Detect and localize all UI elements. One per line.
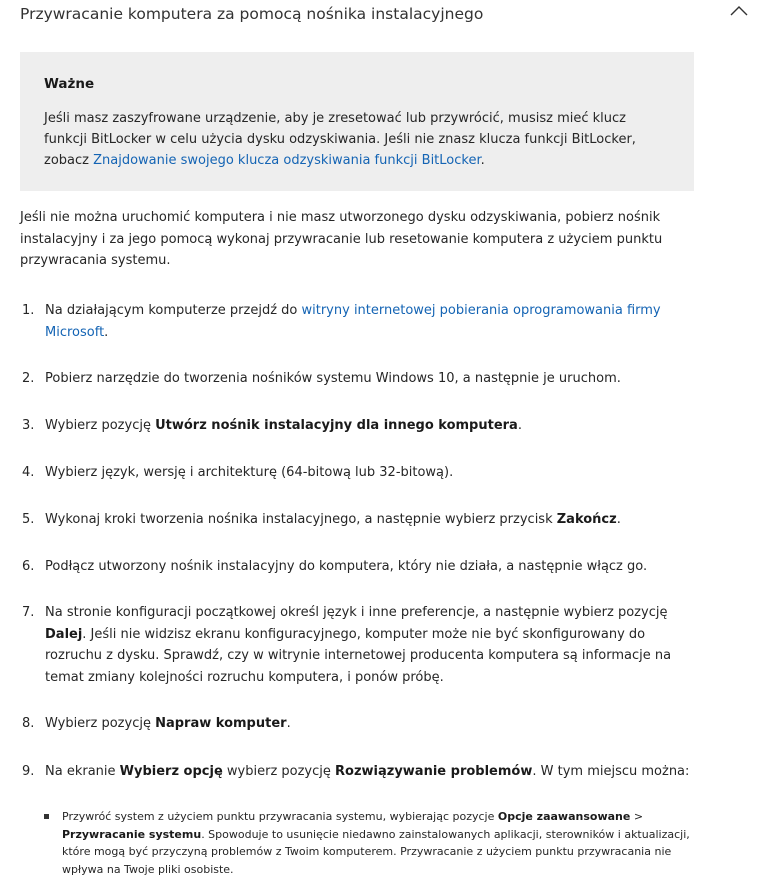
step-number: 8.: [22, 716, 35, 731]
bullet-bold-text: Opcje zaawansowane: [497, 810, 631, 823]
step-text-end: . Jeśli nie widzisz ekranu konfiguracyjnego, komputer może nie być skonfigurowany do rozruchu z dysku. Sprawdź, czy w witrynie internetowej producenta komputera są informacje na temat zmiany kolejności rozruchu komputera, i ponów próbę.: [45, 626, 672, 685]
section-title: Przywracanie komputera za pomocą nośnika instalacyjnego: [20, 5, 484, 23]
step-bold-text: Dalej: [45, 626, 83, 642]
step-text: Podłącz utworzony nośnik instalacyjny do komputera, który nie działa, a następnie włącz go.: [45, 559, 648, 574]
step-bold-text: Napraw komputer: [155, 716, 287, 731]
chevron-up-icon[interactable]: [730, 4, 748, 16]
step-number: 4.: [22, 465, 35, 480]
step-text-part: Na stronie konfiguracji początkowej określ język i inne preferencje, a następnie wybierz pozycję: [45, 605, 668, 620]
step-text-end: .: [104, 324, 109, 340]
step-text: Wybierz język, wersję i architekturę (64-bitową lub 32-bitową).: [45, 465, 454, 480]
step-text: [45, 602, 695, 688]
step-number: 6.: [22, 559, 35, 574]
note-text-part: Jeśli masz zaszyfrowane urządzenie, aby je zresetować lub przywrócić, musisz mieć klucz funkcji BitLocker w celu użycia dysku odzyskiwania. Jeśli nie znasz klucza funkcji BitLocker, zobacz: [44, 111, 636, 168]
step-text-mid: wybierz pozycję: [222, 764, 336, 779]
microsoft-download-link[interactable]: witryny internetowej pobierania oprogramowania firmy Microsoft: [45, 303, 661, 340]
bullet-text-end: . Spowoduje to usunięcie niedawno zainstalowanych aplikacji, sterowników i aktualizacji, które mogą być przyczyną problemów z Twoim komputerem. Przywracanie z użyciem punktu przywracania nie wpływa na Twoje pliki osobiste.: [62, 827, 690, 876]
step-text: [45, 761, 695, 783]
bullet-text-mid: >: [630, 810, 644, 823]
step-bold-text: Wybierz opcję: [119, 764, 223, 779]
step-bold-text-2: Rozwiązywanie problemów: [335, 764, 533, 779]
step-text-end: .: [286, 716, 291, 731]
step-text-part: Wybierz pozycję: [45, 716, 156, 731]
bullet-text: [62, 808, 702, 878]
step-text-end: . W tym miejscu można:: [532, 764, 690, 779]
bullet-bold-text-2: Przywracanie systemu: [62, 827, 202, 841]
step-text-end: .: [517, 418, 522, 433]
step-number: 7.: [22, 605, 35, 620]
intro-paragraph: Jeśli nie można uruchomić komputera i nie masz utworzonego dysku odzyskiwania, pobierz nośnik instalacyjny i za jego pomocą wykonaj przywracanie lub resetowanie komputera z użyciem punktu przywracania systemu.: [20, 210, 663, 268]
note-text-end: .: [480, 153, 485, 168]
step-text-part: Na ekranie: [45, 764, 120, 779]
step-number: 9.: [22, 764, 35, 779]
step-number: 5.: [22, 512, 35, 527]
note-title: Ważne: [44, 76, 95, 92]
step-text: [45, 300, 695, 343]
step-text: [45, 415, 695, 437]
step-text: Pobierz narzędzie do tworzenia nośników systemu Windows 10, a następnie je uruchom.: [45, 371, 621, 386]
bitlocker-key-link[interactable]: Znajdowanie swojego klucza odzyskiwania funkcji BitLocker: [93, 153, 481, 168]
step-text-part: Wykonaj kroki tworzenia nośnika instalacyjnego, a następnie wybierz przycisk: [45, 512, 557, 527]
important-note: [20, 52, 694, 191]
bullet-text-part: Przywróć system z użyciem punktu przywracania systemu, wybierając pozycje: [62, 810, 498, 823]
note-text: [44, 108, 670, 171]
step-text: [45, 713, 695, 735]
step-bold-text: Zakończ: [556, 512, 617, 527]
step-number: 1.: [22, 303, 35, 318]
section-header[interactable]: [20, 0, 782, 30]
step-text-part: Wybierz pozycję: [45, 418, 156, 433]
bullet-marker: [44, 814, 49, 819]
step-text-end: .: [616, 512, 621, 527]
step-text: [45, 509, 695, 531]
step-bold-text: Utwórz nośnik instalacyjny dla innego komputera: [155, 418, 518, 433]
step-text-part: Na działającym komputerze przejdź do: [45, 303, 302, 318]
step-number: 2.: [22, 371, 35, 386]
step-number: 3.: [22, 418, 35, 433]
